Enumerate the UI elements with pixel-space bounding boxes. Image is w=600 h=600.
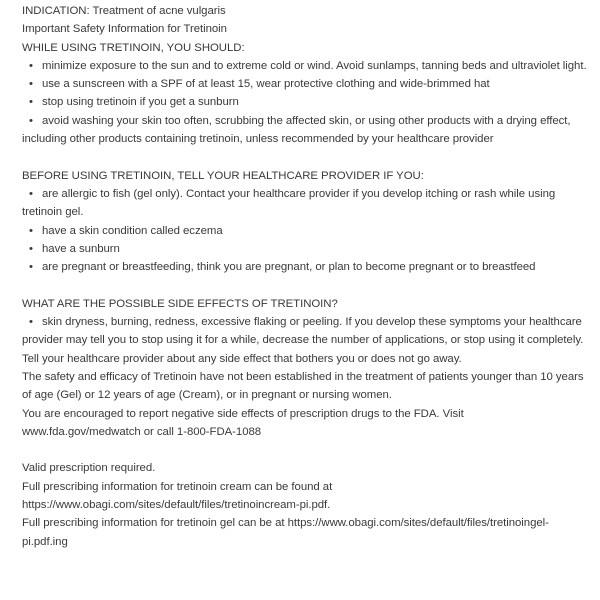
body-line: Tell your healthcare provider about any side effect that bothers you or does not go away. — [22, 352, 462, 365]
body-line: of age (Gel) or 12 years of age (Cream), or in pregnant or nursing women. — [22, 389, 392, 402]
body-line: The safety and efficacy of Tretinoin have not been established in the treatment of patients younger than 10 years — [22, 370, 584, 383]
bullet-item: • have a skin condition called eczema — [22, 222, 582, 240]
cream-info-line: Full prescribing information for tretinoin cream can be found at — [22, 480, 333, 493]
paragraph-gap — [22, 276, 582, 294]
safety-title: Important Safety Information for Tretinoin — [22, 23, 227, 36]
bullet-item: • are pregnant or breastfeeding, think you are pregnant, or plan to become pregnant or to breastfeed — [22, 258, 582, 276]
bullet-item: • stop using tretinoin if you get a sunburn — [22, 93, 582, 111]
prescription-required: Valid prescription required. — [22, 462, 156, 475]
bullet-item: • skin dryness, burning, redness, excessive flaking or peeling. If you develop these symptoms your healthcare — [22, 313, 582, 331]
bullet-item: • minimize exposure to the sun and to extreme cold or wind. Avoid sunlamps, tanning beds and ultraviolet light. — [22, 57, 582, 75]
section-heading-side-effects: WHAT ARE THE POSSIBLE SIDE EFFECTS OF TRETINOIN? — [22, 297, 338, 310]
continuation-line: tretinoin gel. — [22, 206, 84, 219]
section-heading-before-using: BEFORE USING TRETINOIN, TELL YOUR HEALTHCARE PROVIDER IF YOU: — [22, 169, 424, 182]
gel-info-url-cont: pi.pdf.ing — [22, 535, 68, 548]
fda-contact-line: www.fda.gov/medwatch or call 1-800-FDA-1088 — [22, 425, 262, 438]
prescribing-info-document — [22, 2, 587, 551]
continuation-line: including other products containing tretinoin, unless recommended by your healthcare provider — [22, 133, 494, 146]
cream-info-url: https://www.obagi.com/sites/default/files/tretinoincream-pi.pdf. — [22, 499, 331, 512]
bullet-item: • are allergic to fish (gel only). Contact your healthcare provider if you develop itching or rash while using — [22, 185, 582, 203]
bullet-item: • avoid washing your skin too often, scrubbing the affected skin, or using other products with a drying effect, — [22, 112, 582, 130]
section-heading-while-using: WHILE USING TRETINOIN, YOU SHOULD: — [22, 41, 245, 54]
bullet-item: • use a sunscreen with a SPF of at least 15, wear protective clothing and wide-brimmed hat — [22, 75, 582, 93]
indication-line: INDICATION: Treatment of acne vulgaris — [22, 5, 226, 17]
bullet-item: • have a sunburn — [22, 240, 582, 258]
gel-info-line: Full prescribing information for tretinoin gel can be at https://www.obagi.com/sites/default/files/tretinoingel- — [22, 517, 549, 530]
body-line: You are encouraged to report negative side effects of prescription drugs to the FDA. Visit — [22, 407, 464, 420]
continuation-line: provider may tell you to stop using it for a while, decrease the number of applications, or stop using it completely. — [22, 334, 584, 347]
paragraph-gap — [22, 441, 582, 459]
paragraph-gap — [22, 148, 582, 166]
